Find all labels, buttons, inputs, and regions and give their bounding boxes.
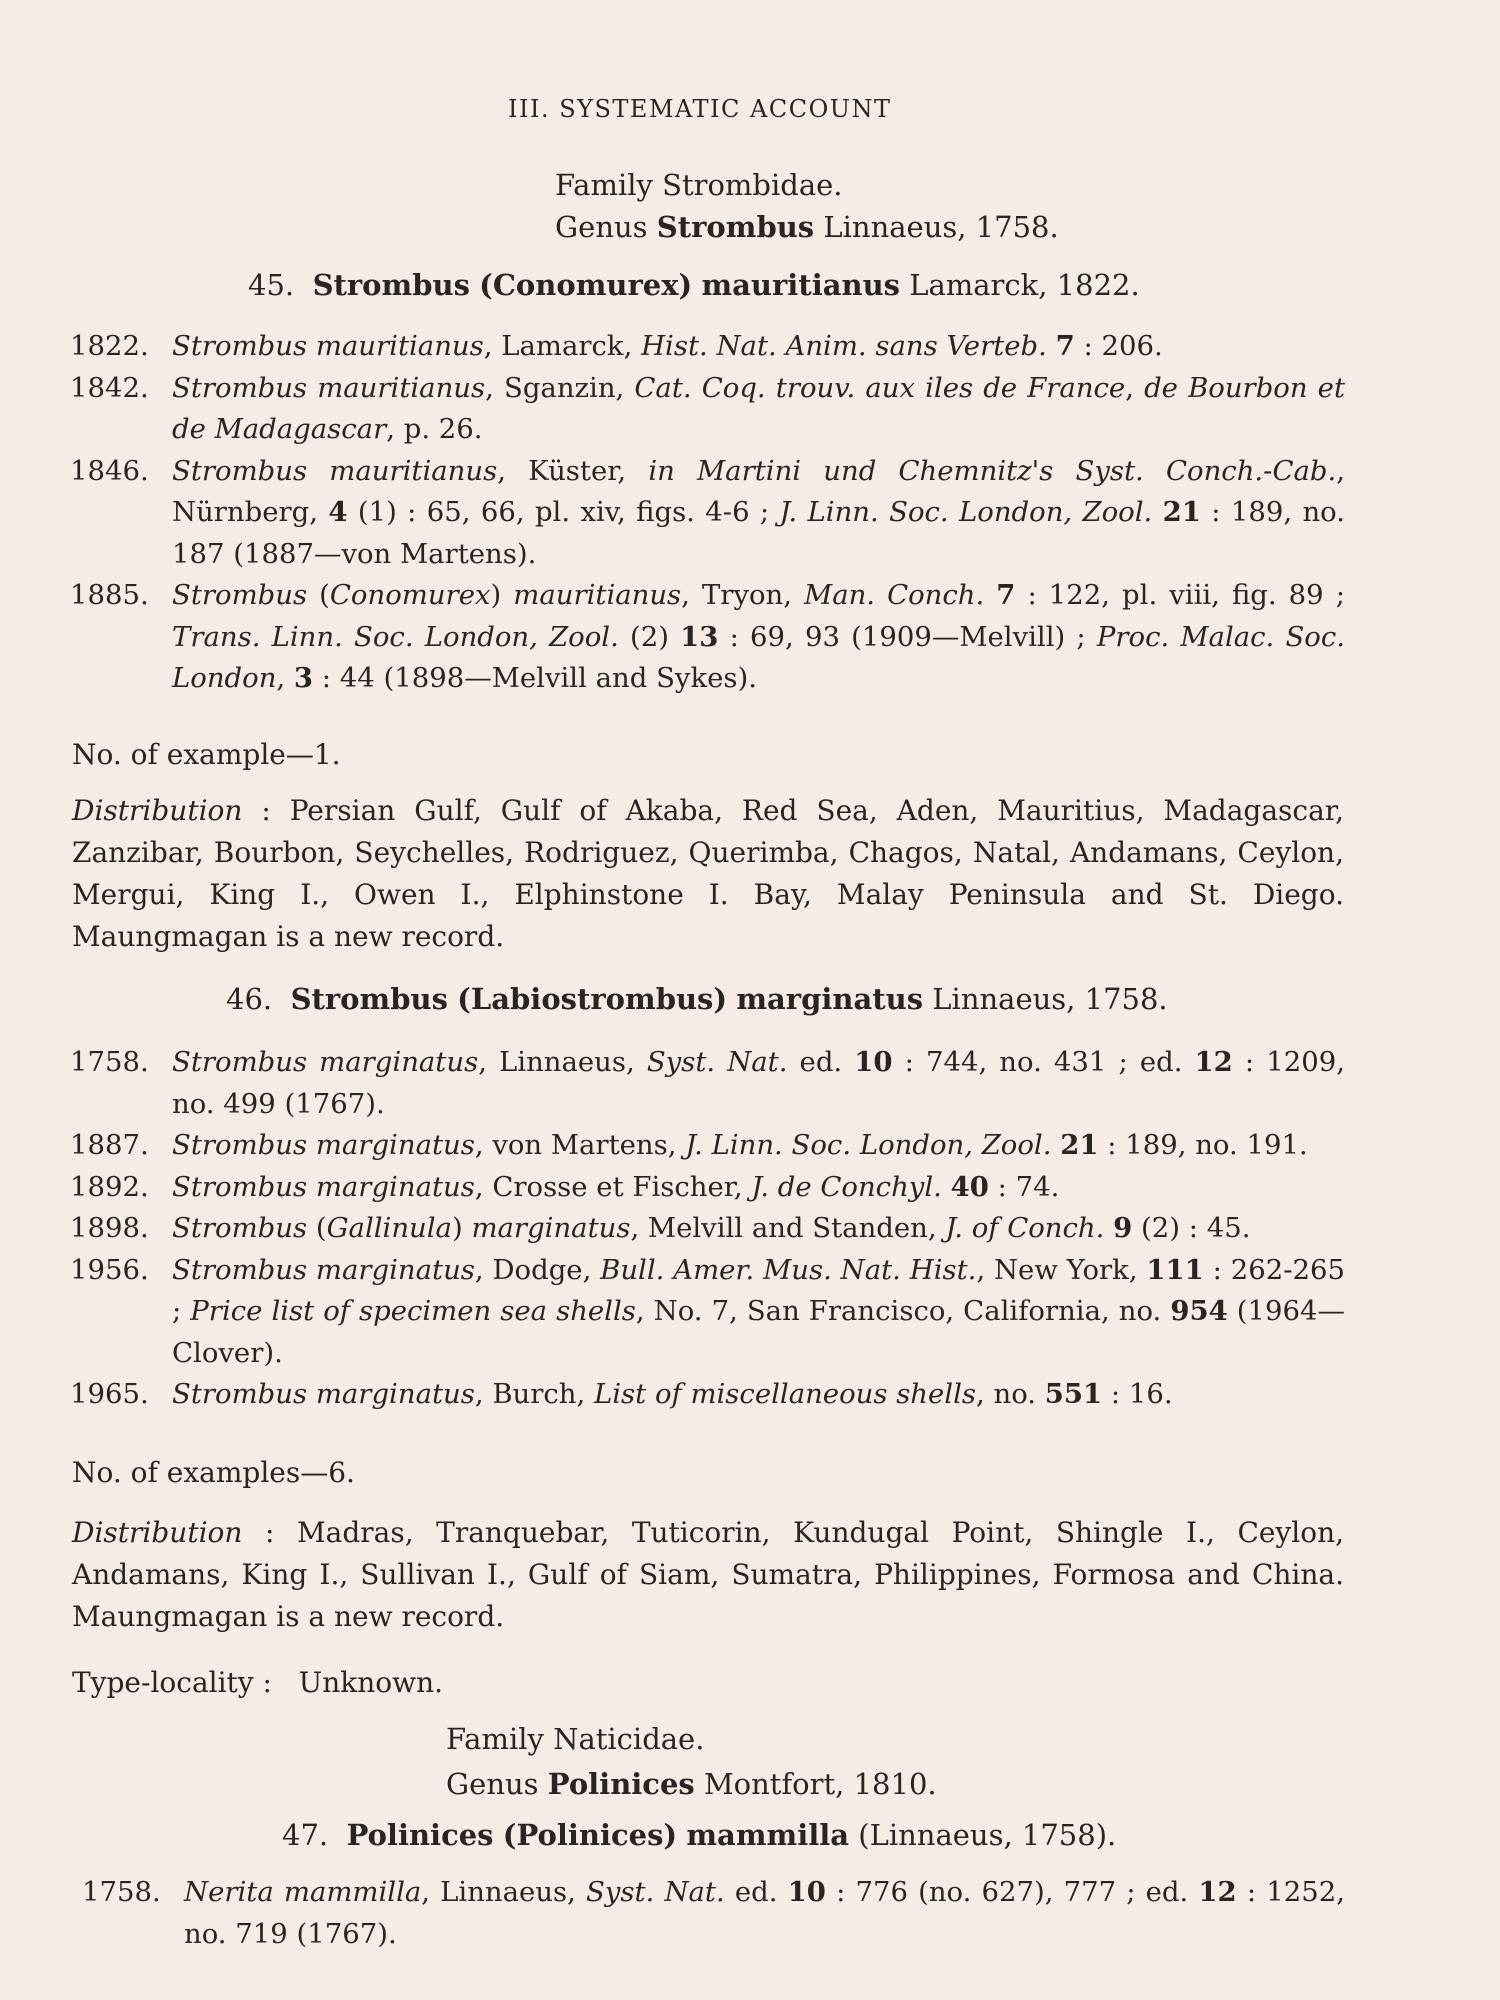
reference-entry xyxy=(70,575,1345,700)
species-author: (Linnaeus, 1758). xyxy=(858,1818,1117,1852)
reference-year: 1822. xyxy=(70,330,149,362)
reference-year: 1758. xyxy=(70,1046,149,1078)
reference-text: Strombus mauritianus, Sganzin, Cat. Coq. trouv. aux iles de France, de Bourbon et de Madagascar, p. 26. xyxy=(172,371,1346,445)
species-45-references xyxy=(70,326,1345,700)
reference-year: 1758. xyxy=(82,1876,161,1908)
distribution-label: Distribution xyxy=(72,1516,243,1549)
species-47-references xyxy=(82,1872,1345,1955)
species-subgenus: (Labiostrombus) xyxy=(457,982,728,1016)
species-author: Lamarck, 1822. xyxy=(909,268,1140,302)
reference-entry xyxy=(82,1872,1345,1955)
reference-year: 1965. xyxy=(70,1378,149,1410)
genus-prefix: Genus xyxy=(446,1767,539,1801)
reference-text: Strombus marginatus, Crosse et Fischer, J. de Conchyl. 40 : 74. xyxy=(172,1170,1060,1203)
reference-year: 1898. xyxy=(70,1212,149,1244)
species-46-examples: No. of examples—6. xyxy=(72,1456,355,1489)
reference-entry xyxy=(70,451,1345,576)
reference-year: 1885. xyxy=(70,579,149,611)
reference-year: 1892. xyxy=(70,1170,149,1203)
reference-entry xyxy=(70,368,1345,451)
species-45-distribution xyxy=(72,790,1344,958)
type-locality-value: Unknown. xyxy=(298,1666,444,1699)
species-46-references xyxy=(70,1042,1345,1416)
type-locality-label: Type-locality : xyxy=(72,1666,272,1699)
species-45-heading xyxy=(248,268,1140,302)
species-genus: Strombus xyxy=(312,268,470,302)
distribution-text: : Madras, Tranquebar, Tuticorin, Kundugal Point, Shingle I., Ceylon, Andamans, King I., Sullivan I., Gulf of Siam, Sumatra, Philippines, Formosa and China. Maungmagan is a new record. xyxy=(72,1516,1344,1633)
reference-text: Strombus mauritianus, Küster, in Martini und Chemnitz's Syst. Conch.-Cab., Nürnberg, 4 (1) : 65, 66, pl. xiv, figs. 4-6 ; J. Linn. Soc. London, Zool. 21 : 189, no. 187 (1887—von Martens). xyxy=(172,454,1345,570)
species-45-examples: No. of example—1. xyxy=(72,738,341,771)
reference-text: Strombus mauritianus, Lamarck, Hist. Nat. Anim. sans Verteb. 7 : 206. xyxy=(172,330,1163,362)
distribution-text: : Persian Gulf, Gulf of Akaba, Red Sea, Aden, Mauritius, Madagascar, Zanzibar, Bourbon, Seychelles, Rodriguez, Querimba, Chagos, Natal, Andamans, Ceylon, Mergui, King I., Owen I., Elphinstone I. Bay, Malay Peninsula and St. Diego. Maungmagan is a new record. xyxy=(72,794,1344,953)
reference-year: 1956. xyxy=(70,1253,149,1286)
reference-text: Strombus marginatus, von Martens, J. Linn. Soc. London, Zool. 21 : 189, no. 191. xyxy=(172,1129,1308,1161)
family-naticidae: Family Naticidae. xyxy=(446,1722,705,1756)
reference-text: Strombus marginatus, Dodge, Bull. Amer. Mus. Nat. Hist., New York, 111 : 262-265 ; Price list of specimen sea shells, No. 7, San Francisco, California, no. 954 (1964—Clover). xyxy=(172,1253,1345,1369)
reference-text: Strombus (Conomurex) mauritianus, Tryon, Man. Conch. 7 : 122, pl. viii, fig. 89 ; Trans. Linn. Soc. London, Zool. (2) 13 : 69, 93 (1909—Melvill) ; Proc. Malac. Soc. London, 3 : 44 (1898—Melvill and Sykes). xyxy=(172,579,1345,694)
genus-strombus xyxy=(555,210,1059,244)
genus-name: Polinices xyxy=(547,1767,695,1801)
page-heading: III. SYSTEMATIC ACCOUNT xyxy=(508,95,892,123)
species-genus: Strombus xyxy=(290,982,448,1016)
species-epithet: marginatus xyxy=(736,982,924,1016)
distribution-label: Distribution xyxy=(72,794,243,827)
genus-polinices xyxy=(446,1767,937,1801)
reference-entry xyxy=(70,1125,1345,1167)
reference-year: 1842. xyxy=(70,371,149,404)
species-number: 46. xyxy=(226,982,273,1016)
reference-entry xyxy=(70,1374,1345,1416)
reference-entry xyxy=(70,1042,1345,1125)
reference-entry xyxy=(70,326,1345,368)
species-46-heading xyxy=(226,982,1168,1016)
genus-name: Strombus xyxy=(656,210,815,244)
genus-prefix: Genus xyxy=(555,210,648,244)
species-subgenus: (Conomurex) xyxy=(479,268,693,302)
species-subgenus: (Polinices) xyxy=(502,1818,678,1852)
species-author: Linnaeus, 1758. xyxy=(932,982,1168,1016)
reference-entry xyxy=(70,1167,1345,1209)
species-46-type-locality xyxy=(72,1666,443,1699)
reference-year: 1846. xyxy=(70,454,149,487)
species-number: 45. xyxy=(248,268,295,302)
species-epithet: mammilla xyxy=(686,1818,850,1852)
species-47-heading xyxy=(282,1818,1116,1852)
species-genus: Polinices xyxy=(346,1818,494,1852)
species-number: 47. xyxy=(282,1818,329,1852)
reference-year: 1887. xyxy=(70,1129,149,1161)
genus-author: Montfort, 1810. xyxy=(703,1767,937,1801)
genus-author: Linnaeus, 1758. xyxy=(823,210,1059,244)
reference-text: Strombus marginatus, Linnaeus, Syst. Nat. ed. 10 : 744, no. 431 ; ed. 12 : 1209, no. 499 (1767). xyxy=(172,1046,1345,1120)
reference-entry xyxy=(70,1250,1345,1375)
reference-entry xyxy=(70,1208,1345,1250)
reference-text: Nerita mammilla, Linnaeus, Syst. Nat. ed. 10 : 776 (no. 627), 777 ; ed. 12 : 1252, no. 719 (1767). xyxy=(184,1876,1345,1950)
species-epithet: mauritianus xyxy=(701,268,900,302)
reference-text: Strombus (Gallinula) marginatus, Melvill and Standen, J. of Conch. 9 (2) : 45. xyxy=(172,1212,1251,1244)
reference-text: Strombus marginatus, Burch, List of miscellaneous shells, no. 551 : 16. xyxy=(172,1378,1173,1410)
family-strombidae: Family Strombidae. xyxy=(555,168,843,202)
species-46-distribution xyxy=(72,1512,1344,1638)
